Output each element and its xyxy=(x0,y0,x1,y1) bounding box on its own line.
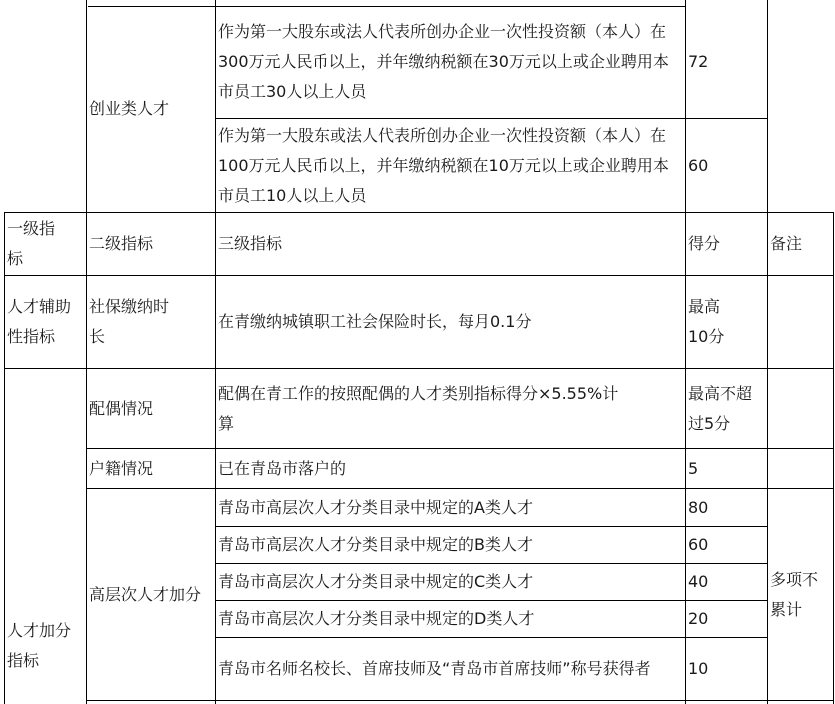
spouse-level2: 配偶情况 xyxy=(89,398,154,418)
high-level-score-cell xyxy=(688,638,766,700)
high-level-criteria-b: 青岛市高层次人才分类目录中规定的B类人才 xyxy=(218,535,533,554)
rule xyxy=(833,212,834,704)
high-level-criteria-cell xyxy=(218,638,684,700)
high-level-score-c: 40 xyxy=(688,572,709,591)
bonus-level1-cell xyxy=(7,369,85,704)
startup-score-2: 60 xyxy=(688,155,709,175)
header-level3-cell xyxy=(218,213,684,275)
rule xyxy=(86,0,87,704)
header-level1: 一级指标 xyxy=(7,219,56,268)
rule xyxy=(767,0,768,704)
spouse-level2-cell xyxy=(89,369,214,448)
high-level-criteria-cell xyxy=(218,601,684,637)
spouse-criteria: 配偶在青工作的按照配偶的人才类别指标得分×5.55%计算 xyxy=(218,383,619,433)
household-score: 5 xyxy=(688,458,699,478)
header-score: 得分 xyxy=(688,234,721,253)
rule xyxy=(685,0,686,704)
rule xyxy=(215,0,216,704)
high-level-criteria-cell xyxy=(218,527,684,563)
spouse-score: 最高不超过5分 xyxy=(688,383,753,433)
startup-score-1: 72 xyxy=(688,52,709,71)
header-level3: 三级指标 xyxy=(218,234,283,253)
header-remark-cell xyxy=(770,213,832,275)
header-remark: 备注 xyxy=(770,234,803,253)
rule xyxy=(86,700,833,701)
high-level-remark-cell xyxy=(770,489,832,700)
household-level2: 户籍情况 xyxy=(89,458,154,478)
startup-category: 创业类人才 xyxy=(89,99,170,118)
header-level2-cell xyxy=(89,213,214,275)
high-level-criteria-cell xyxy=(218,489,684,526)
high-level-score-cell xyxy=(688,564,766,600)
high-level-level2: 高层次人才加分 xyxy=(89,584,202,604)
spouse-criteria-cell xyxy=(218,369,684,448)
high-level-score-cell xyxy=(688,527,766,563)
startup-criteria-cell xyxy=(218,6,684,118)
household-score-cell xyxy=(688,449,766,488)
high-level-score-title: 10 xyxy=(688,659,709,678)
auxiliary-level2-cell xyxy=(89,276,214,368)
auxiliary-level1: 人才辅助性指标 xyxy=(7,297,72,346)
high-level-score-cell xyxy=(688,601,766,637)
high-level-score-cell xyxy=(688,489,766,526)
auxiliary-score-cell xyxy=(688,276,766,368)
startup-score-cell xyxy=(688,119,766,212)
bonus-level1: 人才加分指标 xyxy=(7,621,72,670)
rule xyxy=(4,212,5,704)
high-level-score-a: 80 xyxy=(688,497,709,517)
auxiliary-score: 最高10分 xyxy=(688,297,725,346)
header-level2: 二级指标 xyxy=(89,234,154,253)
startup-criteria-1: 作为第一大股东或法人代表所创办企业一次性投资额（本人）在300万元人民币以上，并年缴纳税额在30万元以上或企业聘用本市员工30人以上人员 xyxy=(218,22,669,101)
high-level-remark: 多项不累计 xyxy=(770,569,819,619)
spouse-score-cell xyxy=(688,369,766,448)
startup-criteria-cell xyxy=(218,119,684,212)
startup-criteria-2: 作为第一大股东或法人代表所创办企业一次性投资额（本人）在100万元人民币以上，并年缴纳税额在10万元以上或企业聘用本市员工10人以上人员 xyxy=(218,125,669,205)
high-level-criteria-cell xyxy=(218,564,684,600)
household-level2-cell xyxy=(89,449,214,488)
high-level-criteria-c: 青岛市高层次人才分类目录中规定的C类人才 xyxy=(218,572,534,591)
startup-category-cell xyxy=(89,6,214,212)
auxiliary-criteria: 在青缴纳城镇职工社会保险时长，每月0.1分 xyxy=(218,312,532,331)
auxiliary-level2: 社保缴纳时长 xyxy=(89,297,170,346)
high-level-criteria-title: 青岛市名师名校长、首席技师及“青岛市首席技师”称号获得者 xyxy=(218,659,651,678)
startup-score-cell xyxy=(688,6,766,118)
household-criteria: 已在青岛市落户的 xyxy=(218,458,347,478)
header-level1-cell xyxy=(7,213,85,275)
high-level-criteria-d: 青岛市高层次人才分类目录中规定的D类人才 xyxy=(218,609,535,628)
high-level-score-d: 20 xyxy=(688,609,709,628)
high-level-level2-cell xyxy=(89,489,214,700)
header-score-cell xyxy=(688,213,766,275)
high-level-score-b: 60 xyxy=(688,535,709,554)
auxiliary-criteria-cell xyxy=(218,276,684,368)
high-level-criteria-a: 青岛市高层次人才分类目录中规定的A类人才 xyxy=(218,497,533,517)
auxiliary-level1-cell xyxy=(7,276,85,368)
household-criteria-cell xyxy=(218,449,684,488)
